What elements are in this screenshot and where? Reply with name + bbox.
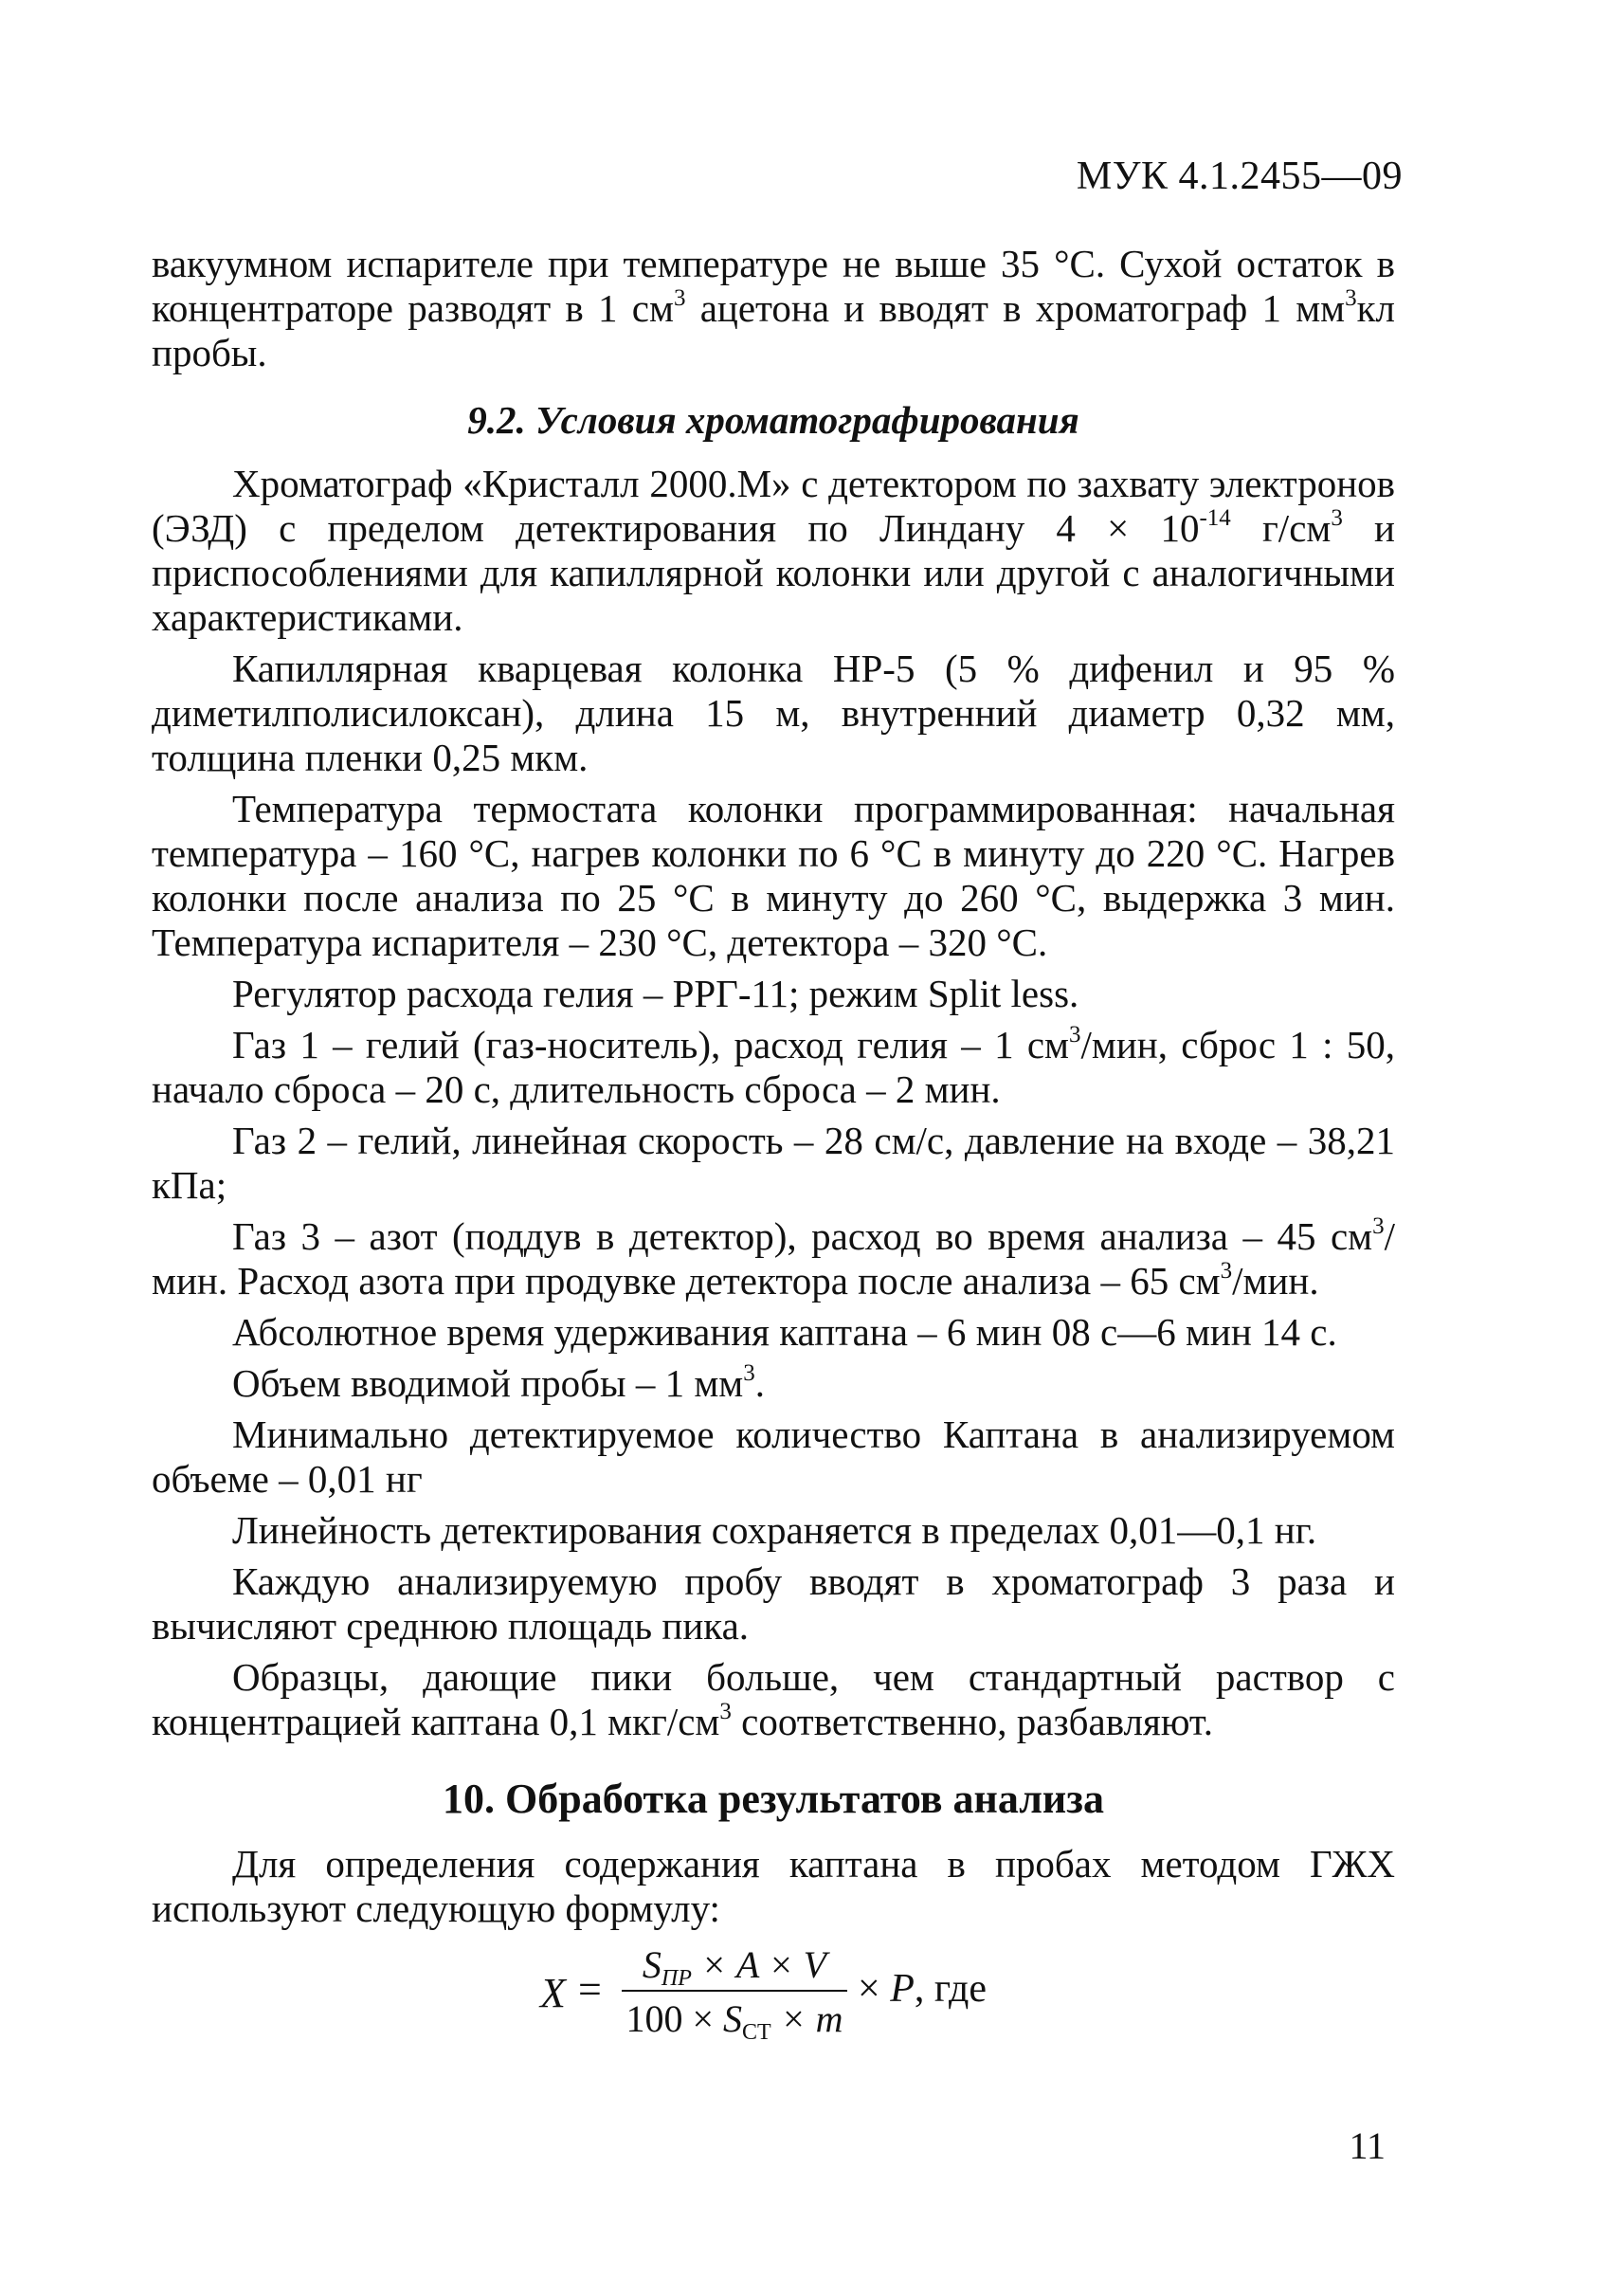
- formula-fraction: [616, 1943, 853, 2045]
- formula-lhs: X: [540, 1970, 566, 2016]
- paragraph-temperature: Температура термостата колонки программированная: начальная температура – 160 °С, нагрев колонки по 6 °С в минуту до 220 °С. Нагрев колонки после анализа по 25 °С в минуту до 260 °С, выдержка 3 мин. Температура испарителя – 230 °С, детектора – 320 °С.: [152, 787, 1395, 964]
- paragraph-linearity: Линейность детектирования сохраняется в пределах 0,01—0,1 нг.: [232, 1508, 1317, 1552]
- formula: [152, 1944, 1395, 2077]
- paragraph-gas-1: Газ 1 – гелий (газ-носитель), расход гелия – 1 $см^3$/мин, сброс 1 : 50, начало сброса – 20 с, длительность сброса – 2 мин.: [152, 1022, 1395, 1111]
- paragraph-sample-volume: Объем вводимой пробы – 1 $мм^3$.: [232, 1360, 765, 1405]
- formula-tail: × P, где: [858, 1967, 987, 2011]
- paragraph-repeat-injection: Каждую анализируемую пробу вводят в хроматограф 3 раза и вычисляют среднюю площадь пика.: [152, 1559, 1395, 1648]
- subsection-heading: 9.2. Условия хроматографирования: [467, 398, 1079, 442]
- paragraph-regulator: Регулятор расхода гелия – РРГ-11; режим Split less.: [232, 972, 1079, 1015]
- document-body: [152, 242, 1395, 2077]
- fraction-bar: [622, 1990, 847, 1992]
- paragraph-minimum-detectable: Минимально детектируемое количество Каптана в анализируемом объеме – 0,01 нг: [152, 1412, 1395, 1501]
- document-code: МУК 4.1.2455—09: [1076, 155, 1403, 198]
- page-number: 11: [1349, 2124, 1386, 2167]
- paragraph-dilution: Образцы, дающие пики больше, чем стандартный раствор с концентрацией каптана 0,1 мкг/$см^3$ соответственно, разбавляют.: [152, 1655, 1395, 1743]
- formula-numerator: $S_{ПР} \times A \times V$: [642, 1943, 827, 1991]
- paragraph-chromatograph: Хроматограф «Кристалл 2000.М» с детектором по захвату электронов (ЭЗД) с пределом детектирования по Линдану $4 \times 10^{-14}$ $г/см^3$ и приспособлениями для капиллярной колонки или другой с аналогичными характеристиками.: [152, 462, 1395, 639]
- formula-equals: =: [578, 1966, 602, 2013]
- paragraph-column: Капиллярная кварцевая колонка HP-5 (5 % дифенил и 95 % диметилполисилоксан), длина 15 м, внутренний диаметр 0,32 мм, толщина пленки 0,25 мкм.: [152, 647, 1395, 779]
- section-heading: 10. Обработка результатов анализа: [443, 1776, 1104, 1822]
- paragraph-gas-3: Газ 3 – азот (поддув в детектор), расход во время анализа – 45 $см^3$/мин. Расход азота при продувке детектора после анализа – 65 $см^3$/мин.: [152, 1213, 1395, 1303]
- formula-denominator: $100 \times S_{СТ} \times m$: [625, 1997, 843, 2045]
- paragraph-evaporation: вакуумном испарителе при температуре не выше 35 °С. Сухой остаток в концентраторе разводят в 1 $см^3$ ацетона и вводят в хроматограф 1 $мм^3кл$ пробы.: [152, 242, 1396, 374]
- paragraph-retention-time: Абсолютное время удерживания каптана – 6 мин 08 с—6 мин 14 с.: [232, 1310, 1337, 1354]
- paragraph-gas-2: Газ 2 – гелий, линейная скорость – 28 см/с, давление на входе – 38,21 кПа;: [152, 1119, 1395, 1207]
- paragraph-formula-intro: Для определения содержания каптана в пробах методом ГЖХ используют следующую формулу:: [152, 1842, 1395, 1930]
